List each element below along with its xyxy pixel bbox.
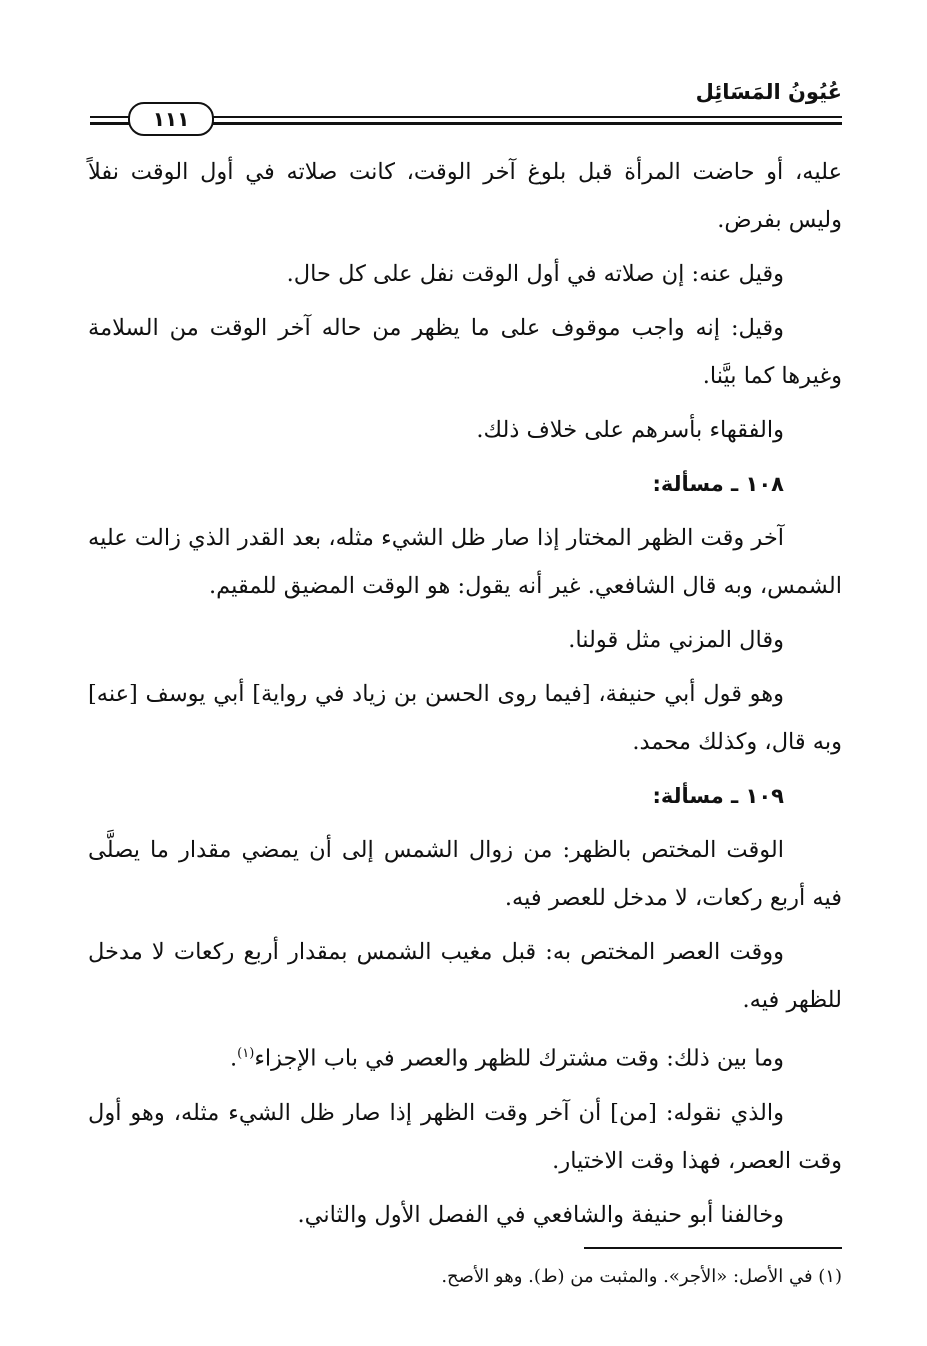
header-rule-thick: [200, 122, 842, 125]
paragraph: وقيل عنه: إن صلاته في أول الوقت نفل على كل حال.: [286, 261, 784, 287]
paragraph: ووقت العصر المختص به: قبل مغيب الشمس بمقدار أربع ركعات لا مدخل للظهر فيه.: [88, 939, 842, 1013]
paragraph: وقيل: إنه واجب موقوف على ما يظهر من حاله آخر الوقت من السلامة وغيرها كما بيَّنا.: [88, 315, 842, 389]
header-rule-thin: [200, 116, 842, 118]
paragraph: وقال المزني مثل قولنا.: [568, 627, 784, 653]
footnote-reference: (١): [237, 1046, 255, 1061]
paragraph: والفقهاء بأسرهم على خلاف ذلك.: [476, 417, 784, 443]
paragraph: وخالفنا أبو حنيفة والشافعي في الفصل الأول والثاني.: [297, 1201, 784, 1228]
page-number: ١١١: [128, 102, 214, 136]
section-heading: ١٠٩ ـ مسألة:: [652, 784, 784, 808]
paragraph: وهو قول أبي حنيفة، [فيما روى الحسن بن زياد في رواية] أبي يوسف [عنه] وبه قال، وكذلك محمد.: [88, 681, 842, 755]
header-rule-left-thin: [90, 116, 130, 118]
page-header: [90, 72, 842, 132]
section-heading: ١٠٨ ـ مسألة:: [652, 472, 784, 496]
header-rule-left-thick: [90, 122, 130, 125]
page-body: [88, 148, 842, 1245]
paragraph: الوقت المختص بالظهر: من زوال الشمس إلى أن يمضي مقدار ما يصلَّى فيه أربع ركعات، لا مدخل للعصر فيه.: [88, 837, 842, 911]
paragraph: والذي نقوله: [من] أن آخر وقت الظهر إذا صار ظل الشيء مثله، وهو أول وقت العصر، فهذا وقت الاختيار.: [88, 1099, 842, 1174]
paragraph-text: وما بين ذلك: وقت مشترك للظهر والعصر في باب الإجزاء: [254, 1045, 784, 1072]
footnote-divider: [584, 1247, 842, 1249]
paragraph: آخر وقت الظهر المختار إذا صار ظل الشيء مثله، بعد القدر الذي زالت عليه الشمس، وبه قال الشافعي. غير أنه يقول: هو الوقت المضيق للمقيم.: [88, 525, 842, 599]
running-title: عُيُونُ المَسَائِل: [695, 80, 842, 104]
sentence-end: .: [230, 1045, 238, 1072]
paragraph: [88, 1030, 842, 1083]
paragraph: عليه، أو حاضت المرأة قبل بلوغ آخر الوقت، كانت صلاته في أول الوقت نفلاً وليس بفرض.: [88, 159, 842, 233]
footnote: (١) في الأصل: «الأجر». والمثبت من (ط). وهو الأصح.: [441, 1266, 842, 1287]
